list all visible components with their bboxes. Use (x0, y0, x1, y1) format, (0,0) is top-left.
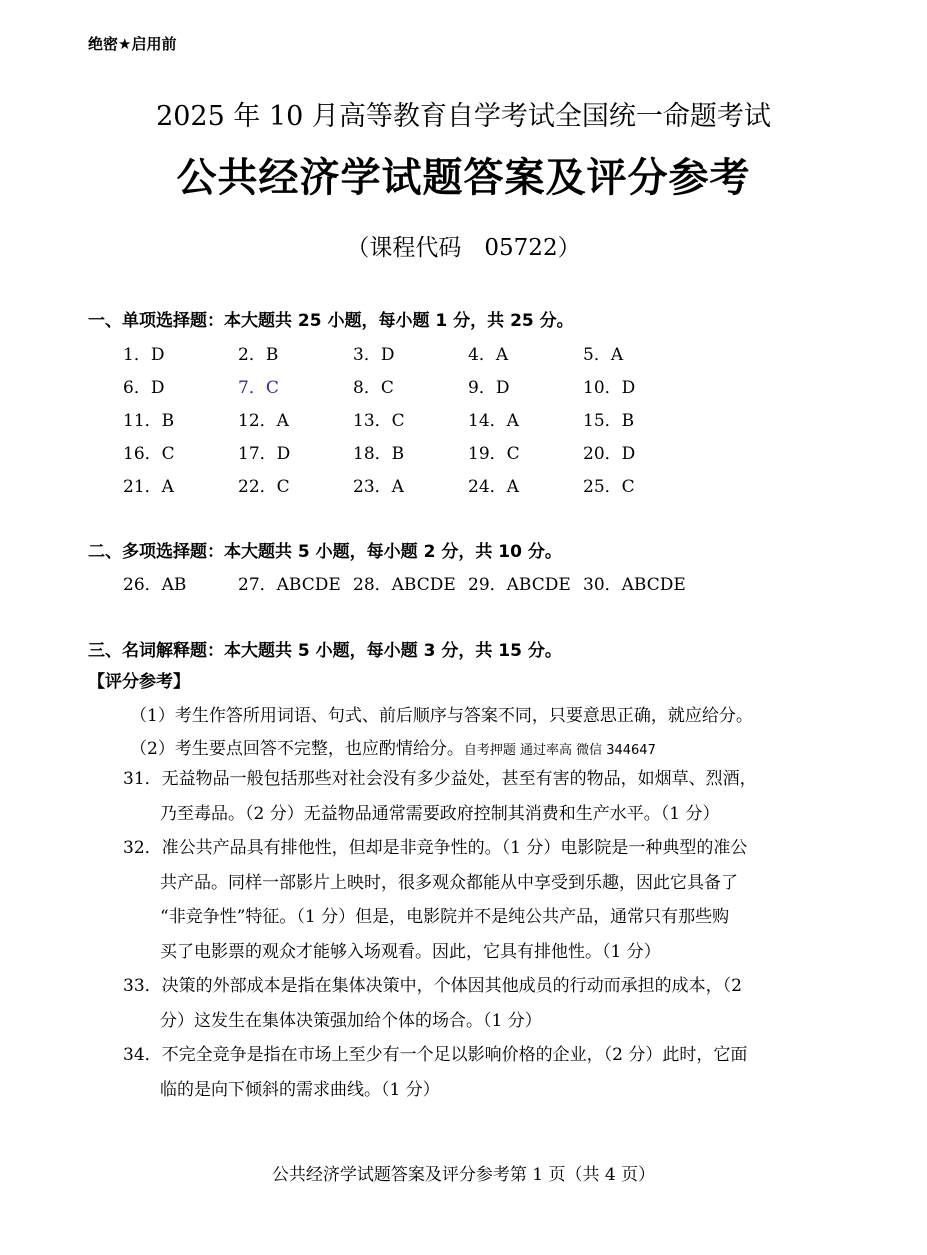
section1-title (88, 306, 574, 331)
answer-line: 分）这发生在集体决策强加给个体的场合。（1 分） (160, 1010, 542, 1031)
scoring-note-2 (130, 734, 656, 759)
answer-line: 乃至毒品。（2 分）无益物品通常需要政府控制其消费和生产水平。（1 分） (160, 803, 720, 824)
answer-item: 3．D (353, 345, 395, 365)
definition-answer-32 (123, 831, 823, 969)
answer-item: 19．C (468, 444, 520, 464)
definition-answer-31 (123, 762, 823, 831)
answer-item: 5．A (583, 345, 624, 365)
answer-line: 临的是向下倾斜的需求曲线。（1 分） (160, 1079, 440, 1100)
answer-item: 16．C (123, 444, 175, 464)
answer-item: 10．D (583, 378, 636, 398)
scoring-note-1: （1）考生作答所用词语、句式、前后顺序与答案不同，只要意思正确，就应给分。 (130, 706, 753, 726)
exam-title: 2025 年 10 月高等教育自学考试全国统一命题考试 (156, 101, 771, 132)
answer-item: 25．C (583, 477, 635, 497)
answer-line: 32．准公共产品具有排他性，但却是非竞争性的。（1 分）电影院是一种典型的准公 (123, 838, 748, 858)
answer-item: 6．D (123, 378, 165, 398)
answer-item: 8．C (353, 378, 394, 398)
answer-item: 13．C (353, 411, 405, 431)
answer-line: 31．无益物品一般包括那些对社会没有多少益处，甚至有害的物品，如烟草、烈酒， (123, 769, 757, 789)
section3-title-bold: 三、名词解释题： (88, 641, 224, 661)
answer-line: 共产品。同样一部影片上映时，很多观众都能从中享受到乐趣，因此它具备了 (160, 872, 738, 893)
section3-title-rest: 本大题共 5 小题，每小题 3 分，共 15 分。 (224, 641, 562, 661)
answer-item: 11．B (123, 411, 175, 431)
section2-title-bold: 二、多项选择题： (88, 542, 224, 562)
section2-title-rest: 本大题共 5 小题，每小题 2 分，共 10 分。 (224, 542, 562, 562)
secret-mark: 绝密★启用前 (88, 35, 177, 53)
answer-item: 4．A (468, 345, 509, 365)
answer-line: 买了电影票的观众才能够入场观看。因此，它具有排他性。（1 分） (160, 941, 661, 962)
definition-answer-34 (123, 1038, 823, 1107)
section2-title (88, 537, 562, 562)
answer-item: 7．C (238, 378, 279, 398)
answer-item: 23．A (353, 477, 404, 497)
answer-item: 21．A (123, 477, 174, 497)
answer-item: 29．ABCDE (468, 575, 571, 595)
answer-item: 18．B (353, 444, 405, 464)
answer-item: 22．C (238, 477, 290, 497)
section1-title-rest: 本大题共 25 小题，每小题 1 分，共 25 分。 (224, 311, 574, 331)
answer-line: 33．决策的外部成本是指在集体决策中，个体因其他成员的行动而承担的成本，（2 (123, 976, 742, 996)
answer-item: 30．ABCDE (583, 575, 686, 595)
main-title: 公共经济学试题答案及评分参考 (176, 154, 751, 201)
definition-answer-33 (123, 969, 823, 1038)
scoring-reference-title: 【评分参考】 (88, 672, 190, 692)
answer-item: 12．A (238, 411, 289, 431)
answer-item: 27．ABCDE (238, 575, 341, 595)
answer-item: 26．AB (123, 575, 187, 595)
answer-item: 2．B (238, 345, 279, 365)
scoring-note-2-text: （2）考生要点回答不完整，也应酌情给分。 (130, 739, 464, 759)
answer-line: “非竞争性”特征。（1 分）但是，电影院并不是纯公共产品，通常只有那些购 (160, 907, 730, 927)
answer-item: 17．D (238, 444, 291, 464)
answer-line: 34．不完全竞争是指在市场上至少有一个足以影响价格的企业，（2 分）此时，它面 (123, 1045, 748, 1065)
answer-item: 9．D (468, 378, 510, 398)
answer-item: 15．B (583, 411, 635, 431)
answer-item: 28．ABCDE (353, 575, 456, 595)
scoring-note-2-extra: 自考押题 通过率高 微信 344647 (463, 743, 656, 758)
section3-title (88, 636, 562, 661)
answer-item: 14．A (468, 411, 519, 431)
section1-title-bold: 一、单项选择题： (88, 311, 224, 331)
course-code: （课程代码 05722） (346, 235, 581, 261)
page-footer: 公共经济学试题答案及评分参考第 1 页（共 4 页） (271, 1165, 656, 1185)
answer-item: 24．A (468, 477, 519, 497)
answer-item: 20．D (583, 444, 636, 464)
answer-item: 1．D (123, 345, 165, 365)
